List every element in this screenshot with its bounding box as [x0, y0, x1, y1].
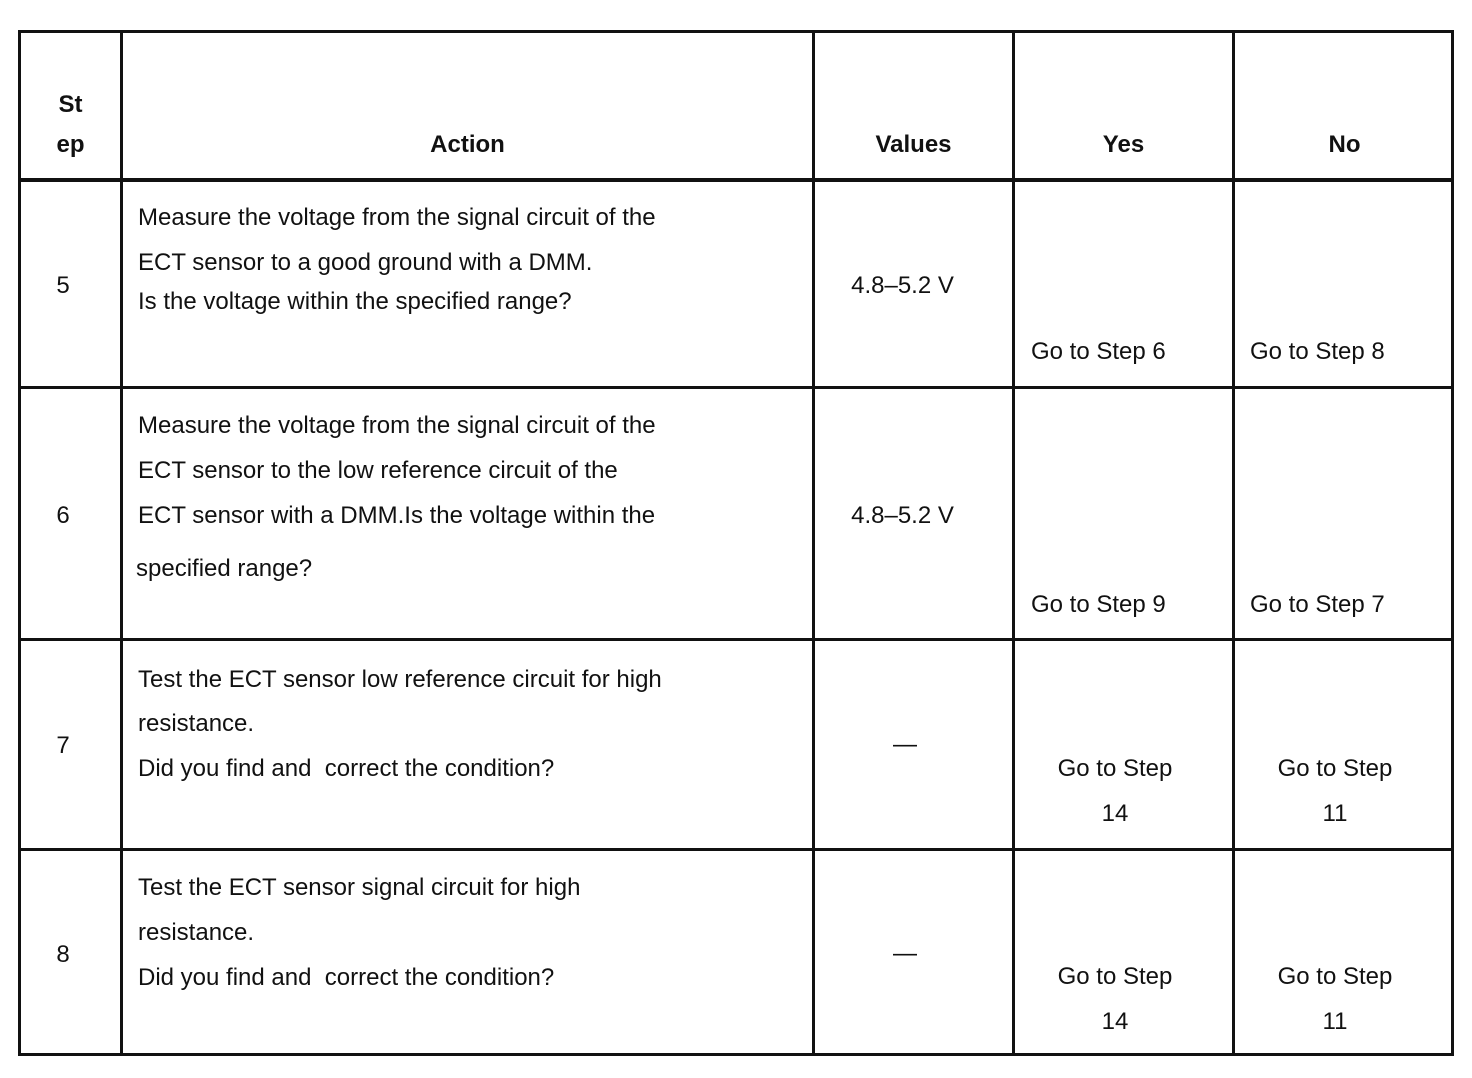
action-line: specified range?	[136, 555, 313, 582]
header-no: No	[1328, 131, 1361, 158]
action-line: resistance.	[138, 710, 255, 737]
row-value: —	[893, 940, 917, 967]
row-no-action-line2: 11	[1322, 800, 1348, 827]
action-line: ECT sensor to the low reference circuit of the	[138, 457, 618, 484]
action-line: Test the ECT sensor signal circuit for high	[138, 874, 581, 901]
column-divider	[120, 33, 123, 1053]
row-step: 8	[56, 941, 70, 968]
row-divider	[21, 638, 1451, 641]
row-divider	[21, 848, 1451, 851]
row-action	[138, 414, 808, 624]
column-divider	[1012, 33, 1015, 1053]
action-line: Measure the voltage from the signal circuit of the	[138, 412, 656, 439]
row-yes-action-line1: Go to Step	[1057, 755, 1173, 782]
action-line: Did you find and correct the condition?	[138, 964, 555, 991]
row-divider	[21, 178, 1451, 182]
row-no-action: Go to Step 8	[1250, 338, 1385, 365]
row-yes-action: Go to Step 9	[1031, 591, 1166, 618]
action-line: Measure the voltage from the signal circuit of the	[138, 204, 656, 231]
row-action	[138, 876, 808, 1036]
row-yes-action: Go to Step 6	[1031, 338, 1166, 365]
action-line: Is the voltage within the specified range?	[138, 288, 572, 315]
row-step: 6	[56, 502, 70, 529]
action-line: Test the ECT sensor low reference circuit for high	[138, 666, 662, 693]
row-value: —	[893, 731, 917, 758]
row-value: 4.8–5.2 V	[851, 272, 954, 299]
row-yes-action-line2: 14	[1101, 800, 1129, 827]
header-action: Action	[430, 131, 505, 158]
row-yes-action-line1: Go to Step	[1057, 963, 1173, 990]
row-action	[138, 206, 808, 366]
header-step-line1: St	[58, 91, 83, 118]
row-no-action-line1: Go to Step	[1277, 963, 1393, 990]
troubleshooting-table	[18, 30, 1454, 1056]
row-no-action-line2: 11	[1322, 1008, 1348, 1035]
header-values: Values	[875, 131, 952, 158]
action-line: ECT sensor with a DMM.Is the voltage within the	[138, 502, 656, 529]
row-step: 7	[56, 732, 70, 759]
action-line: resistance.	[138, 919, 255, 946]
action-line: Did you find and correct the condition?	[138, 755, 555, 782]
row-value: 4.8–5.2 V	[851, 502, 954, 529]
row-no-action: Go to Step 7	[1250, 591, 1385, 618]
column-divider	[812, 33, 815, 1053]
row-action	[138, 668, 808, 828]
row-yes-action-line2: 14	[1101, 1008, 1129, 1035]
row-no-action-line1: Go to Step	[1277, 755, 1393, 782]
row-step: 5	[56, 272, 70, 299]
header-step-line2: ep	[56, 131, 85, 158]
header-yes: Yes	[1102, 131, 1145, 158]
column-divider	[1232, 33, 1235, 1053]
action-line: ECT sensor to a good ground with a DMM.	[138, 249, 593, 276]
row-divider	[21, 386, 1451, 389]
